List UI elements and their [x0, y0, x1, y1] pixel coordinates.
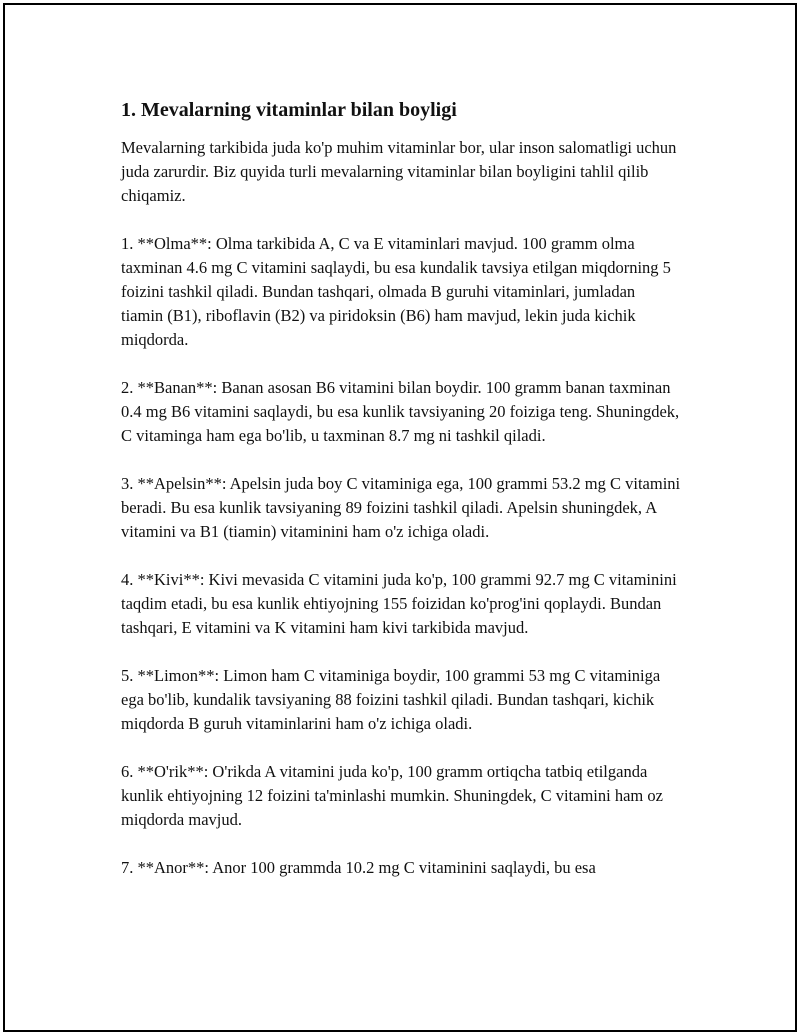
- paragraph-banan: 2. **Banan**: Banan asosan B6 vitamini bilan boydir. 100 gramm banan taxminan 0.4 mg B6 vitamini saqlaydi, bu esa kunlik tavsiyaning 20 foiziga teng. Shuningdek, C vitaminga ham ega bo'lib, u taxminan 8.7 mg ni tashkil qiladi.: [121, 378, 680, 445]
- paragraph-apelsin: 3. **Apelsin**: Apelsin juda boy C vitaminiga ega, 100 grammi 53.2 mg C vitamini beradi. Bu esa kunlik tavsiyaning 89 foizini tashkil qiladi. Apelsin shuningdek, A vitamini va B1 (tiamin) vitaminini ham o'z ichiga oladi.: [121, 474, 681, 541]
- document-body: [121, 98, 681, 880]
- section-heading: 1. Mevalarning vitaminlar bilan boyligi: [121, 99, 457, 121]
- document-page: [3, 3, 797, 1032]
- paragraph-olma: 1. **Olma**: Olma tarkibida A, C va E vitaminlari mavjud. 100 gramm olma taxminan 4.6 mg C vitamini saqlaydi, bu esa kundalik tavsiya etilgan miqdorning 5 foizini tashkil qiladi. Bundan tashqari, olmada B guruhi vitaminlari, jumladan tiamin (B1), riboflavin (B2) va piridoksin (B6) ham mavjud, lekin juda kichik miqdorda.: [121, 234, 671, 349]
- intro-paragraph: Mevalarning tarkibida juda ko'p muhim vitaminlar bor, ular inson salomatligi uchun juda zarurdir. Biz quyida turli mevalarning vitaminlar bilan boyligini tahlil qilib chiqamiz.: [121, 138, 677, 205]
- paragraph-orik: 6. **O'rik**: O'rikda A vitamini juda ko'p, 100 gramm ortiqcha tatbiq etilganda kunlik ehtiyojning 12 foizini ta'minlashi mumkin. Shuningdek, C vitamini ham oz miqdorda mavjud.: [121, 762, 663, 829]
- paragraph-limon: 5. **Limon**: Limon ham C vitaminiga boydir, 100 grammi 53 mg C vitaminiga ega bo'lib, kundalik tavsiyaning 88 foizini tashkil qiladi. Bundan tashqari, kichik miqdorda B guruh vitaminlarini ham o'z ichiga oladi.: [121, 666, 661, 733]
- paragraph-kivi: 4. **Kivi**: Kivi mevasida C vitamini juda ko'p, 100 grammi 92.7 mg C vitaminini taqdim etadi, bu esa kunlik ehtiyojning 155 foizidan ko'prog'ini qoplaydi. Bundan tashqari, E vitamini va K vitamini ham kivi tarkibida mavjud.: [121, 570, 677, 637]
- paragraph-anor: 7. **Anor**: Anor 100 grammda 10.2 mg C vitaminini saqlaydi, bu esa: [121, 858, 596, 877]
